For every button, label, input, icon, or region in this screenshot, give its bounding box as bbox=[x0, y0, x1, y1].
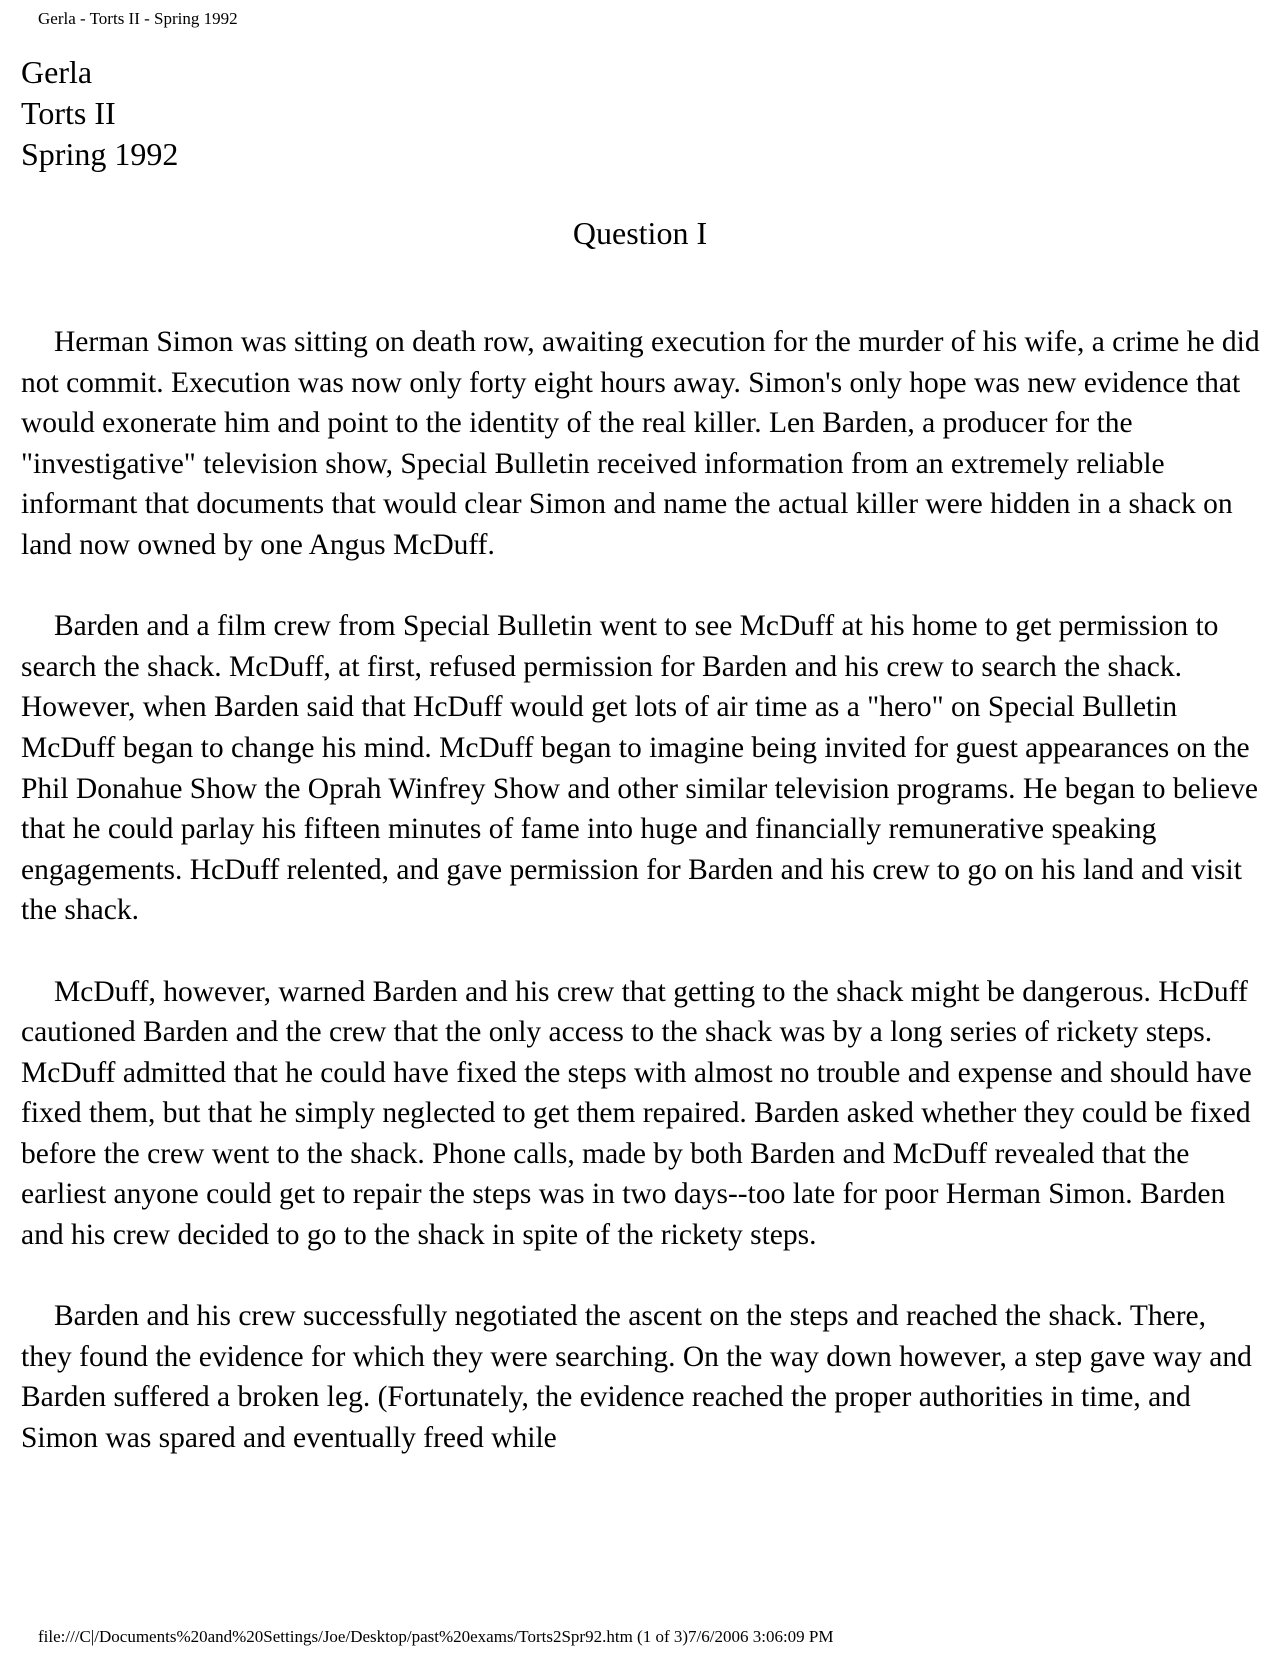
professor-name: Gerla bbox=[21, 54, 93, 90]
course-name: Torts II bbox=[21, 95, 116, 131]
paragraph-4: Barden and his crew successfully negotiated the ascent on the steps and reached the shack. There, they found the evidence for which they were searching. On the way down however, a step gave way and Barden suffered a broken leg. (Fortunately, the evidence reached the proper authorities in time, and Simon was spared and eventually freed while bbox=[21, 1300, 1252, 1455]
running-header: Gerla - Torts II - Spring 1992 bbox=[38, 9, 238, 28]
paragraph-2: Barden and a film crew from Special Bulletin went to see McDuff at his home to get permission to search the shack. McDuff, at first, refused permission for Barden and his crew to search the shack. However, when Barden said that HcDuff would get lots of air time as a "hero" on Special Bulletin McDuff began to change his mind. McDuff began to imagine being invited for guest appearances on the Phil Donahue Show the Oprah Winfrey Show and other similar television programs. He began to believe that he could parlay his fifteen minutes of fame into huge and financially remunerative speaking engagements. HcDuff relented, and gave permission for Barden and his crew to go on his land and visit the shack. bbox=[21, 610, 1258, 927]
exam-heading bbox=[21, 52, 178, 175]
paragraph-1: Herman Simon was sitting on death row, awaiting execution for the murder of his wife, a crime he did not commit. Execution was now only forty eight hours away. Simon's only hope was new evidence that would exonerate him and point to the identity of the real killer. Len Barden, a producer for the "investigative" television show, Special Bulletin received information from an extremely reliable informant that documents that would clear Simon and name the actual killer were hidden in a shack on land now owned by one Angus McDuff. bbox=[21, 326, 1260, 561]
paragraph-3: McDuff, however, warned Barden and his crew that getting to the shack might be dangerous. HcDuff cautioned Barden and the crew that the only access to the shack was by a long series of rickety steps. McDuff admitted that he could have fixed the steps with almost no trouble and expense and should have fixed them, but that he simply neglected to get them repaired. Barden asked whether they could be fixed before the crew went to the shack. Phone calls, made by both Barden and McDuff revealed that the earliest anyone could get to repair the steps was in two days--too late for poor Herman Simon. Barden and his crew decided to go to the shack in spite of the rickety steps. bbox=[21, 975, 1252, 1252]
question-title: Question I bbox=[572, 215, 708, 251]
term: Spring 1992 bbox=[21, 136, 179, 172]
running-footer: file:///C|/Documents%20and%20Settings/Joe/Desktop/past%20exams/Torts2Spr92.htm (1 of 3)7/6/2006 3:06:09 PM bbox=[38, 1627, 834, 1646]
question-body bbox=[21, 322, 1261, 1499]
